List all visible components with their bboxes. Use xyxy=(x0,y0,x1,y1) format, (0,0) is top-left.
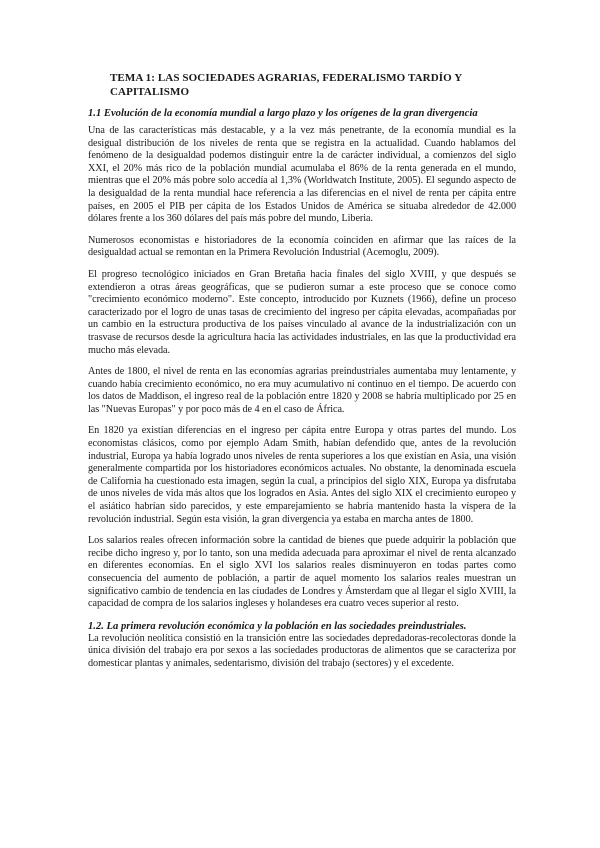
paragraph-1: Una de las características más destacable, y a la vez más penetrante, de la economía mundial es la desigual distribución de los niveles de renta que se registra en la actualidad. Cuando hablamos del fenómeno de la desigualdad podemos distinguir entre la de carácter individual, a comienzos del siglo XXI, el 20% más rico de la población mundial acumulaba el 86% de la renta generada en el mundo, mientras que el 20% más pobre solo accedía al 1,3% (Worldwatch Institute, 2005). El segundo aspecto de la desigualdad de la renta mundial hace referencia a las diferencias en el nivel de renta per cápita entre países, en 2005 el PIB per cápita de los Estados Unidos de América se situaba alrededor de 42.000 dólares frente a los 360 dólares del país más pobre del mundo, Liberia. xyxy=(88,125,516,225)
document-title: TEMA 1: LAS SOCIEDADES AGRARIAS, FEDERALISMO TARDÍO Y CAPITALISMO xyxy=(110,72,462,98)
document-page xyxy=(88,72,516,671)
section-heading-1-1: 1.1 Evolución de la economía mundial a largo plazo y los orígenes de la gran divergencia xyxy=(88,108,478,119)
paragraph-5: En 1820 ya existían diferencias en el ingreso per cápita entre Europa y otras partes del mundo. Los economistas clásicos, como por ejemplo Adam Smith, habían defendido que, antes de la revolución industrial, Europa ya había logrado unos niveles de renta superiores a los que existían en Asia, una visión generalmente compartida por los historiadores económicos actuales. No obstante, la denominada escuela de California ha cuestionado esta imagen, según la cual, a principios del siglo XIX, Europa ya disfrutaba de unos niveles de vida más altos que los logrados en Asia. Antes del siglo XIX el crecimiento europeo y el asiático habrían sido parecidos, y este emparejamiento se habría mantenido hasta la víspera de la revolución industrial. Según esta visión, la gran divergencia ya estaba en marcha antes de 1800. xyxy=(88,425,516,525)
paragraph-2: Numerosos economistas e historiadores de la economía coinciden en afirmar que las raíces de la desigualdad actual se remontan en la Primera Revolución Industrial (Acemoglu, 2009). xyxy=(88,234,516,259)
paragraph-6: Los salarios reales ofrecen información sobre la cantidad de bienes que puede adquirir la población que recibe dicho ingreso y, por lo tanto, son una medida adecuada para aproximar el nivel de renta alcanzado en diferentes economías. En el siglo XVI los salarios reales disminuyeron en todas partes como consecuencia del aumento de población, a partir de aquel momento los salarios reales muestran un significativo cambio de tendencia en las ciudades de Londres y Ámsterdam que al llegar el siglo XVIII, la capacidad de compra de los salarios ingleses y holandeses era cuatro veces superior al resto. xyxy=(88,535,516,610)
paragraph-7: La revolución neolítica consistió en la transición entre las sociedades depredadoras-recolectoras donde la única división del trabajo era por sexos a las sociedades productoras de alimentos que se caracteriza por domesticar plantas y animales, sedentarismo, división del trabajo (sectores) y el excedente. xyxy=(88,632,516,669)
paragraph-3: El progreso tecnológico iniciados en Gran Bretaña hacia finales del siglo XVIII, y que después se extendieron a otras áreas geográficas, que se pudieron sumar a este proceso que se conoce como "crecimiento económico moderno". Este concepto, introducido por Kuznets (1966), define un proceso caracterizado por el logro de unas tasas de crecimiento del ingreso per cápita elevadas, acompañadas por un cambio en la estructura productiva de los países vinculado al avance de la industrialización con un trasvase de recursos desde la agricultura hacia las actividades industriales, en las que la productividad era mucho más elevada. xyxy=(88,268,516,356)
section-heading-1-2: 1.2. La primera revolución económica y la población en las sociedades preindustriales. xyxy=(88,620,467,632)
paragraph-4: Antes de 1800, el nivel de renta en las economías agrarias preindustriales aumentaba muy lentamente, y cuando había crecimiento económico, no era muy acumulativo ni continuo en el tiempo. De acuerdo con los datos de Maddison, el ingreso real de la población entre 1820 y 2008 se habría multiplicado por 25 en las "Nuevas Europas" y por poco más de 4 en el caso de África. xyxy=(88,366,516,415)
